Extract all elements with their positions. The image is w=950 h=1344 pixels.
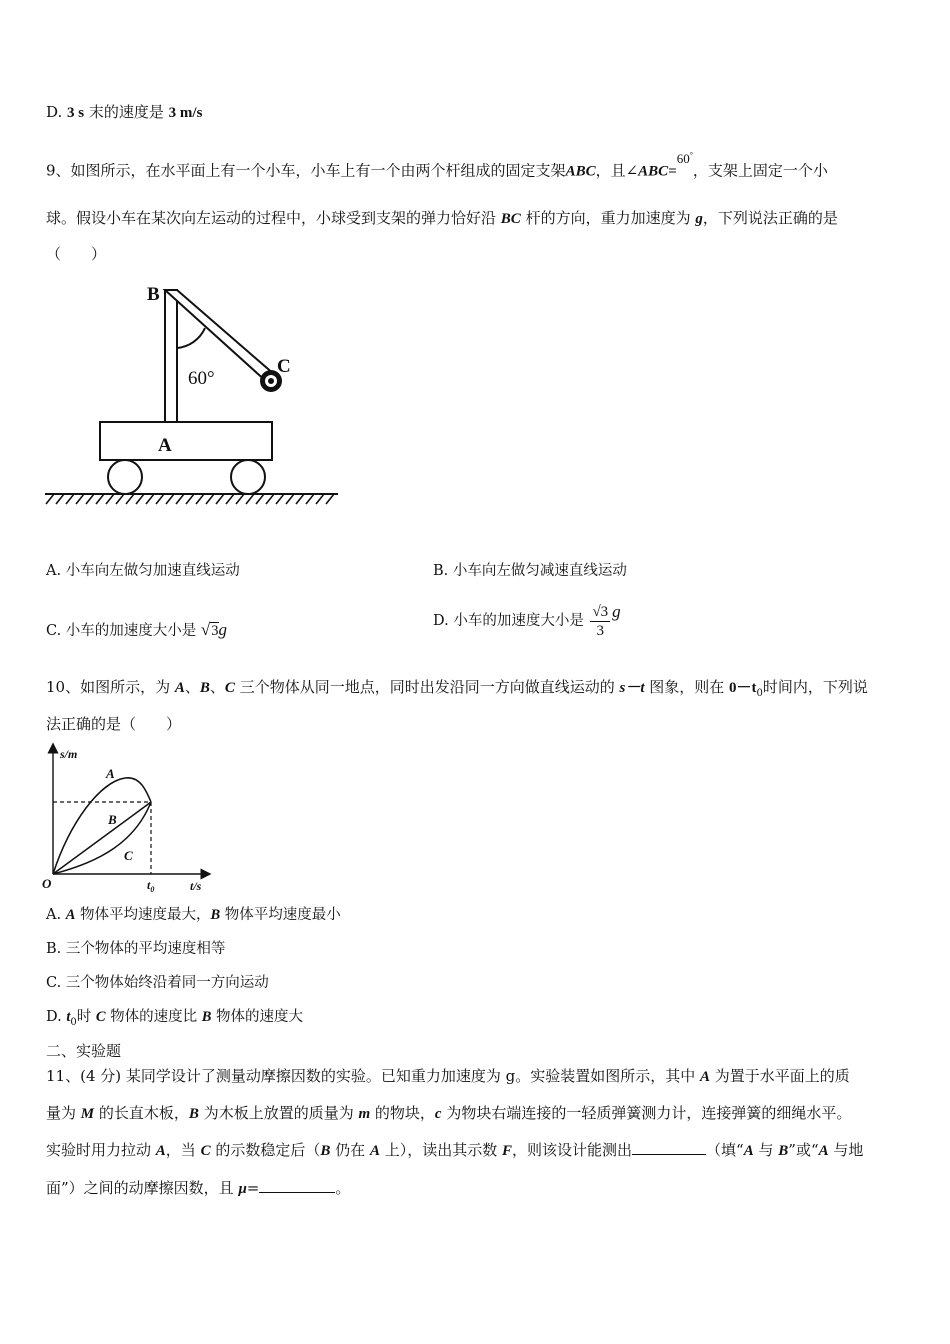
var-mu: μ	[238, 1181, 247, 1197]
text: 杆的方向，重力加速度为	[520, 209, 696, 227]
subscript: 0	[70, 1016, 77, 1028]
var-a: A	[174, 680, 185, 696]
text: （填“	[706, 1141, 744, 1159]
section-heading: 二、实验题	[46, 1042, 122, 1060]
var-b: B	[210, 907, 221, 923]
text: D.	[46, 1009, 67, 1025]
subscript: 0	[756, 688, 763, 699]
wheel-left	[108, 460, 142, 494]
text: 图象，则在	[644, 678, 730, 696]
q9-cart-figure	[40, 280, 350, 510]
angle-label: 60°	[188, 368, 215, 389]
var-a: A	[700, 1069, 711, 1085]
text: 三个物体从同一地点，同时出发沿同一方向做直线运动的	[234, 678, 620, 696]
var-b: B	[320, 1143, 331, 1159]
text: ，下列说法正确的是	[702, 209, 838, 227]
var-g: g	[695, 211, 703, 227]
text: 9、如图所示，在水平面上有一个小车，小车上有一个由两个杆组成的固定支架	[46, 161, 566, 180]
q9-stem-line1	[46, 151, 828, 181]
range: 0－t	[729, 680, 757, 696]
q11-line1	[46, 1066, 850, 1087]
text: 与地	[828, 1141, 864, 1159]
var-st: s－t	[619, 680, 645, 696]
origin-label: O	[42, 876, 52, 891]
option-text: D. 小车的加速度大小是	[433, 613, 589, 629]
text: 与	[753, 1141, 779, 1159]
var-c: C	[224, 680, 235, 696]
q9-option-a: A. 小车向左做匀加速直线运动	[46, 563, 240, 579]
angle-value	[677, 151, 693, 166]
text: 时	[76, 1009, 96, 1025]
option-prefix: D.	[46, 103, 68, 121]
cart-body	[100, 422, 272, 460]
text: 。	[335, 1179, 351, 1197]
root-sign: √	[200, 620, 211, 639]
var-a: A	[155, 1143, 166, 1159]
var-c: C	[95, 1009, 106, 1025]
var-b: B	[199, 680, 210, 696]
var-a: A	[65, 907, 76, 923]
text: ，支架上固定一个小	[692, 161, 828, 180]
text: 11、(4 分) 某同学设计了测量动摩擦因数的实验。已知重力加速度为 g。实验装置如图所示，其中	[46, 1067, 701, 1085]
t0-t: t	[147, 878, 151, 892]
q9-option-b: B. 小车向左做匀减速直线运动	[433, 563, 627, 579]
text: 10、如图所示，为	[46, 678, 175, 696]
q11-line2	[46, 1103, 851, 1124]
bold-value: 3 m/s	[168, 105, 203, 121]
ground-hatching	[46, 494, 334, 504]
text: ”或“	[788, 1141, 819, 1159]
text: 球。假设小车在某次向左运动的过程中，小球受到支架的弹力恰好沿	[46, 209, 501, 227]
q10-stem-line2: 法正确的是（ ）	[46, 715, 182, 733]
text: 面”）之间的动摩擦因数，且	[46, 1179, 239, 1197]
ball-core	[268, 378, 274, 384]
text: 的物块，	[370, 1104, 435, 1122]
var-abc: ABC	[565, 163, 596, 180]
angle-arc	[177, 328, 205, 348]
text: 、	[209, 678, 225, 696]
y-axis-label: s/m	[60, 747, 78, 761]
var-f: F	[502, 1143, 513, 1159]
text: 的示数稳定后（	[210, 1141, 321, 1159]
q11-line4	[46, 1178, 350, 1199]
curve-a-label: A	[106, 766, 115, 781]
q10-st-graph	[40, 742, 220, 894]
var-a: A	[369, 1143, 380, 1159]
var-abc-eq: ABC=	[638, 163, 677, 180]
label-b: B	[147, 284, 160, 305]
var-g: g	[218, 620, 227, 639]
q9-stem-line2	[46, 208, 838, 229]
label-c: C	[277, 356, 291, 377]
text: 为物块右端连接的一轻质弹簧测力计，连接弹簧的细绳水平。	[441, 1104, 852, 1122]
text: 物体平均速度最小	[220, 907, 341, 923]
var-g: g	[612, 602, 621, 621]
q9-answer-paren: （ ）	[46, 245, 107, 263]
var-a: A	[818, 1143, 829, 1159]
text: 为置于水平面上的质	[710, 1067, 850, 1085]
text: 量为	[46, 1104, 81, 1122]
vertical-rod	[165, 290, 177, 422]
answer-blank-2[interactable]	[259, 1178, 335, 1193]
slanted-rod	[165, 290, 275, 383]
curve-a	[53, 778, 151, 874]
text: 上），读出其示数	[379, 1141, 502, 1159]
bold-value: 3 s	[67, 105, 85, 121]
var-c-lower: c	[434, 1106, 442, 1122]
text: ，且∠	[595, 161, 639, 180]
t0-label	[147, 878, 154, 894]
option-text: 末的速度是	[84, 103, 169, 121]
text: 、	[184, 678, 200, 696]
q10-option-b: B. 三个物体的平均速度相等	[46, 941, 226, 957]
t0-sub: 0	[150, 885, 155, 894]
degree-mark: °	[689, 151, 693, 160]
q8-option-d	[46, 102, 202, 123]
numerator: √3	[592, 603, 609, 620]
q10-option-c: C. 三个物体始终沿着同一方向运动	[46, 975, 269, 991]
text: 物体的速度比	[105, 1009, 202, 1025]
text: ，当	[165, 1141, 201, 1159]
wheel-right	[231, 460, 265, 494]
q9-option-d	[433, 596, 621, 645]
answer-blank-1[interactable]	[632, 1140, 706, 1155]
text: 为木板上放置的质量为	[198, 1104, 359, 1122]
q9-option-c	[46, 620, 227, 641]
option-text: C. 小车的加速度大小是	[46, 623, 201, 639]
text: 实验时用力拉动	[46, 1141, 156, 1159]
label-a: A	[158, 435, 172, 456]
var-m: m	[358, 1106, 371, 1122]
text: ，则该设计能测出	[512, 1141, 633, 1159]
line-b-label: B	[108, 812, 117, 827]
text: =	[246, 1179, 260, 1197]
q10-stem-line1	[46, 677, 868, 704]
radicand: 3	[211, 623, 219, 639]
x-axis-label: t/s	[190, 879, 202, 893]
q10-option-d	[46, 1007, 303, 1033]
var-bc: BC	[500, 211, 521, 227]
text: 仍在	[330, 1141, 370, 1159]
fraction-sqrt3-over-3	[590, 603, 610, 640]
text: 物体的速度大	[211, 1009, 304, 1025]
angle-number: 60	[676, 151, 690, 167]
text: 的长直木板，	[94, 1104, 189, 1122]
text: 物体平均速度最大，	[75, 907, 211, 923]
var-b: B	[778, 1143, 789, 1159]
var-c: C	[200, 1143, 211, 1159]
q10-option-a	[46, 905, 341, 925]
q11-line3	[46, 1140, 863, 1161]
sqrt-3-g	[200, 620, 219, 639]
text: 时间内，下列说	[762, 678, 868, 696]
var-b: B	[201, 1009, 212, 1025]
denominator: 3	[596, 622, 605, 639]
text: A.	[46, 907, 66, 923]
var-b: B	[188, 1106, 199, 1122]
var-a: A	[743, 1143, 754, 1159]
curve-c-label: C	[124, 848, 133, 863]
var-m-upper: M	[80, 1106, 95, 1122]
var-t: t	[66, 1009, 71, 1025]
